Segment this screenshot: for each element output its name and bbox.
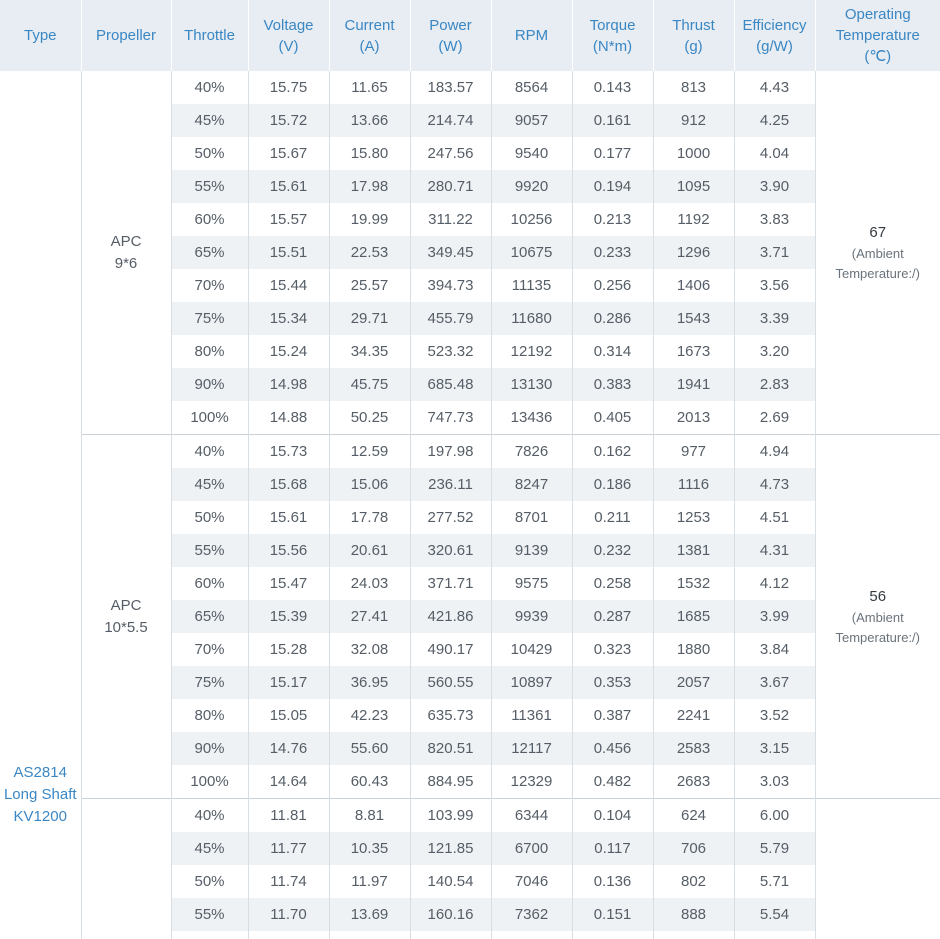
column-header-type — [0, 0, 81, 71]
cell-voltage: 11.70 — [248, 898, 329, 931]
column-header-text: (A) — [359, 37, 380, 55]
cell-rpm: 10256 — [491, 203, 572, 236]
motor-type-cell — [0, 71, 81, 939]
cell-rpm: 11680 — [491, 302, 572, 335]
cell-efficiency: 3.84 — [734, 633, 815, 666]
cell-throttle: 80% — [171, 335, 248, 368]
cell-throttle: 75% — [171, 666, 248, 699]
cell-current: 15.06 — [329, 468, 410, 501]
cell-torque: 0.211 — [572, 501, 653, 534]
cell-voltage: 15.56 — [248, 534, 329, 567]
propeller-text: 9*6 — [114, 254, 138, 272]
cell-power: 103.99 — [410, 799, 491, 833]
cell-torque: 0.194 — [572, 170, 653, 203]
cell-throttle: 45% — [171, 104, 248, 137]
cell-power: 635.73 — [410, 699, 491, 732]
column-header-voltage — [248, 0, 329, 71]
cell-voltage: 15.05 — [248, 699, 329, 732]
cell-power: 121.85 — [410, 832, 491, 865]
column-header-efficiency — [734, 0, 815, 71]
column-header-text: Power — [429, 16, 472, 34]
column-header-text: (g/W) — [756, 37, 793, 55]
cell-efficiency: 4.43 — [734, 71, 815, 104]
ambient-temperature-note: Temperature:/) — [835, 265, 921, 281]
cell-power: 236.11 — [410, 468, 491, 501]
cell-thrust: 912 — [653, 104, 734, 137]
cell-rpm: 7046 — [491, 865, 572, 898]
cell-current: 17.98 — [329, 170, 410, 203]
motor-type-text: AS2814 — [13, 764, 67, 781]
cell-rpm: 13436 — [491, 401, 572, 435]
cell-voltage: 15.51 — [248, 236, 329, 269]
cell-current: 29.71 — [329, 302, 410, 335]
table-body — [0, 71, 940, 939]
column-header-power — [410, 0, 491, 71]
operating-temperature-cell — [815, 71, 940, 435]
cell-thrust — [653, 931, 734, 939]
cell-current — [329, 931, 410, 939]
cell-efficiency: 3.39 — [734, 302, 815, 335]
cell-power: 394.73 — [410, 269, 491, 302]
cell-torque: 0.117 — [572, 832, 653, 865]
cell-efficiency: 5.79 — [734, 832, 815, 865]
cell-power: 214.74 — [410, 104, 491, 137]
cell-torque: 0.186 — [572, 468, 653, 501]
cell-efficiency: 4.51 — [734, 501, 815, 534]
cell-rpm: 12329 — [491, 765, 572, 799]
cell-voltage: 14.76 — [248, 732, 329, 765]
cell-voltage: 14.98 — [248, 368, 329, 401]
cell-thrust: 1673 — [653, 335, 734, 368]
cell-power: 349.45 — [410, 236, 491, 269]
ambient-temperature-note: Temperature:/) — [835, 629, 921, 645]
cell-power: 160.16 — [410, 898, 491, 931]
cell-rpm: 8564 — [491, 71, 572, 104]
cell-throttle: 70% — [171, 633, 248, 666]
cell-rpm: 6700 — [491, 832, 572, 865]
cell-efficiency: 4.31 — [734, 534, 815, 567]
cell-rpm: 8701 — [491, 501, 572, 534]
cell-current: 17.78 — [329, 501, 410, 534]
cell-throttle: 45% — [171, 468, 248, 501]
cell-voltage: 15.39 — [248, 600, 329, 633]
cell-throttle: 55% — [171, 898, 248, 931]
cell-thrust: 977 — [653, 435, 734, 469]
cell-torque: 0.258 — [572, 567, 653, 600]
propeller-cell — [81, 799, 171, 939]
cell-efficiency: 4.73 — [734, 468, 815, 501]
cell-voltage: 15.28 — [248, 633, 329, 666]
cell-thrust: 1532 — [653, 567, 734, 600]
cell-current: 24.03 — [329, 567, 410, 600]
cell-efficiency: 3.20 — [734, 335, 815, 368]
cell-thrust: 2683 — [653, 765, 734, 799]
cell-thrust: 1880 — [653, 633, 734, 666]
column-header-operating-temperature — [815, 0, 940, 71]
cell-thrust: 1406 — [653, 269, 734, 302]
cell-throttle: 90% — [171, 368, 248, 401]
cell-torque: 0.383 — [572, 368, 653, 401]
cell-voltage: 15.34 — [248, 302, 329, 335]
cell-torque: 0.287 — [572, 600, 653, 633]
cell-torque: 0.323 — [572, 633, 653, 666]
cell-torque: 0.405 — [572, 401, 653, 435]
cell-efficiency: 3.52 — [734, 699, 815, 732]
column-header-text: (g) — [684, 37, 703, 55]
cell-thrust: 1685 — [653, 600, 734, 633]
cell-throttle: 45% — [171, 832, 248, 865]
cell-thrust: 1941 — [653, 368, 734, 401]
column-header-text: Throttle — [184, 27, 235, 44]
cell-torque: 0.232 — [572, 534, 653, 567]
cell-voltage: 15.75 — [248, 71, 329, 104]
cell-throttle: 100% — [171, 401, 248, 435]
cell-voltage — [248, 931, 329, 939]
table-row — [0, 435, 940, 469]
cell-torque: 0.256 — [572, 269, 653, 302]
operating-temperature-cell — [815, 799, 940, 939]
cell-throttle: 65% — [171, 236, 248, 269]
cell-voltage: 15.73 — [248, 435, 329, 469]
cell-thrust: 1296 — [653, 236, 734, 269]
cell-torque: 0.456 — [572, 732, 653, 765]
cell-power: 140.54 — [410, 865, 491, 898]
cell-current: 55.60 — [329, 732, 410, 765]
table-row — [0, 71, 940, 104]
cell-torque: 0.136 — [572, 865, 653, 898]
cell-power — [410, 931, 491, 939]
cell-rpm: 9540 — [491, 137, 572, 170]
cell-current: 32.08 — [329, 633, 410, 666]
cell-current: 50.25 — [329, 401, 410, 435]
cell-current: 13.69 — [329, 898, 410, 931]
cell-rpm: 10429 — [491, 633, 572, 666]
table-header — [0, 0, 940, 71]
cell-rpm — [491, 931, 572, 939]
cell-current: 22.53 — [329, 236, 410, 269]
cell-rpm: 7826 — [491, 435, 572, 469]
cell-power: 820.51 — [410, 732, 491, 765]
cell-current: 45.75 — [329, 368, 410, 401]
cell-efficiency: 2.83 — [734, 368, 815, 401]
cell-current: 19.99 — [329, 203, 410, 236]
cell-efficiency: 3.83 — [734, 203, 815, 236]
cell-voltage: 14.64 — [248, 765, 329, 799]
cell-power: 685.48 — [410, 368, 491, 401]
cell-voltage: 15.47 — [248, 567, 329, 600]
cell-throttle: 40% — [171, 435, 248, 469]
cell-torque: 0.314 — [572, 335, 653, 368]
column-header-text: (N*m) — [592, 37, 633, 55]
cell-power: 560.55 — [410, 666, 491, 699]
cell-efficiency — [734, 931, 815, 939]
cell-voltage: 15.67 — [248, 137, 329, 170]
cell-throttle: 55% — [171, 170, 248, 203]
cell-torque: 0.482 — [572, 765, 653, 799]
table-row — [0, 799, 940, 833]
cell-throttle: 55% — [171, 534, 248, 567]
cell-power: 421.86 — [410, 600, 491, 633]
cell-thrust: 1253 — [653, 501, 734, 534]
cell-throttle: 50% — [171, 865, 248, 898]
cell-rpm: 11135 — [491, 269, 572, 302]
cell-rpm: 7362 — [491, 898, 572, 931]
cell-torque: 0.213 — [572, 203, 653, 236]
cell-throttle: 50% — [171, 501, 248, 534]
cell-voltage: 15.24 — [248, 335, 329, 368]
header-row — [0, 0, 940, 71]
temperature-value: 67 — [869, 223, 887, 241]
cell-rpm: 8247 — [491, 468, 572, 501]
cell-efficiency: 3.15 — [734, 732, 815, 765]
cell-voltage: 14.88 — [248, 401, 329, 435]
cell-rpm: 9575 — [491, 567, 572, 600]
cell-rpm: 12117 — [491, 732, 572, 765]
cell-torque: 0.233 — [572, 236, 653, 269]
cell-throttle: 90% — [171, 732, 248, 765]
cell-rpm: 9939 — [491, 600, 572, 633]
cell-throttle: 70% — [171, 269, 248, 302]
cell-thrust: 1116 — [653, 468, 734, 501]
column-header-text: (W) — [438, 37, 463, 55]
cell-rpm: 10675 — [491, 236, 572, 269]
cell-thrust: 802 — [653, 865, 734, 898]
cell-torque — [572, 931, 653, 939]
cell-power: 183.57 — [410, 71, 491, 104]
cell-thrust: 1543 — [653, 302, 734, 335]
cell-torque: 0.151 — [572, 898, 653, 931]
cell-throttle: 50% — [171, 137, 248, 170]
cell-voltage: 15.61 — [248, 501, 329, 534]
cell-throttle: 75% — [171, 302, 248, 335]
cell-thrust: 1381 — [653, 534, 734, 567]
cell-voltage: 15.44 — [248, 269, 329, 302]
cell-power: 490.17 — [410, 633, 491, 666]
cell-thrust: 1095 — [653, 170, 734, 203]
cell-current: 27.41 — [329, 600, 410, 633]
column-header-text: Current — [344, 16, 395, 34]
cell-efficiency: 3.90 — [734, 170, 815, 203]
cell-torque: 0.162 — [572, 435, 653, 469]
cell-power: 280.71 — [410, 170, 491, 203]
cell-throttle: 80% — [171, 699, 248, 732]
cell-power: 277.52 — [410, 501, 491, 534]
ambient-temperature-note: (Ambient — [851, 609, 904, 625]
cell-efficiency: 3.99 — [734, 600, 815, 633]
cell-rpm: 9139 — [491, 534, 572, 567]
cell-power: 371.71 — [410, 567, 491, 600]
propeller-cell — [81, 71, 171, 435]
cell-efficiency: 3.56 — [734, 269, 815, 302]
cell-current: 34.35 — [329, 335, 410, 368]
cell-torque: 0.286 — [572, 302, 653, 335]
cell-current: 25.57 — [329, 269, 410, 302]
cell-current: 8.81 — [329, 799, 410, 833]
cell-efficiency: 4.04 — [734, 137, 815, 170]
cell-efficiency: 3.71 — [734, 236, 815, 269]
cell-voltage: 11.77 — [248, 832, 329, 865]
column-header-text: Temperature — [835, 27, 920, 44]
propeller-cell — [81, 435, 171, 799]
cell-current: 42.23 — [329, 699, 410, 732]
cell-voltage: 15.72 — [248, 104, 329, 137]
cell-throttle: 60% — [171, 567, 248, 600]
cell-torque: 0.143 — [572, 71, 653, 104]
column-header-text: Torque — [589, 16, 636, 34]
cell-current: 13.66 — [329, 104, 410, 137]
cell-torque: 0.353 — [572, 666, 653, 699]
cell-efficiency: 4.94 — [734, 435, 815, 469]
cell-power: 747.73 — [410, 401, 491, 435]
cell-efficiency: 5.71 — [734, 865, 815, 898]
cell-thrust: 813 — [653, 71, 734, 104]
column-header-throttle — [171, 0, 248, 71]
cell-throttle: 40% — [171, 71, 248, 104]
cell-thrust: 1192 — [653, 203, 734, 236]
cell-throttle: 100% — [171, 765, 248, 799]
cell-rpm: 11361 — [491, 699, 572, 732]
propeller-text: 10*5.5 — [104, 618, 148, 636]
column-header-text: RPM — [514, 27, 549, 44]
cell-power: 523.32 — [410, 335, 491, 368]
cell-voltage: 11.74 — [248, 865, 329, 898]
cell-current: 11.97 — [329, 865, 410, 898]
operating-temperature-cell — [815, 435, 940, 799]
motor-type-text: KV1200 — [13, 808, 67, 825]
cell-rpm: 9057 — [491, 104, 572, 137]
cell-voltage: 15.61 — [248, 170, 329, 203]
cell-voltage: 15.17 — [248, 666, 329, 699]
cell-thrust: 2013 — [653, 401, 734, 435]
cell-torque: 0.177 — [572, 137, 653, 170]
column-header-current — [329, 0, 410, 71]
column-header-text: (℃) — [864, 48, 892, 65]
cell-torque: 0.104 — [572, 799, 653, 833]
cell-current: 20.61 — [329, 534, 410, 567]
cell-thrust: 1000 — [653, 137, 734, 170]
cell-thrust: 2057 — [653, 666, 734, 699]
column-header-rpm — [491, 0, 572, 71]
cell-power: 197.98 — [410, 435, 491, 469]
column-header-text: Propeller — [95, 27, 157, 44]
column-header-text: (V) — [278, 37, 299, 55]
cell-current: 60.43 — [329, 765, 410, 799]
cell-thrust: 2583 — [653, 732, 734, 765]
cell-efficiency: 6.00 — [734, 799, 815, 833]
motor-type-text: Long Shaft — [3, 786, 77, 803]
cell-rpm: 9920 — [491, 170, 572, 203]
cell-throttle — [171, 931, 248, 939]
cell-efficiency: 5.54 — [734, 898, 815, 931]
cell-rpm: 12192 — [491, 335, 572, 368]
cell-current: 10.35 — [329, 832, 410, 865]
ambient-temperature-note: (Ambient — [851, 245, 904, 261]
cell-throttle: 65% — [171, 600, 248, 633]
cell-rpm: 6344 — [491, 799, 572, 833]
column-header-text: Operating — [844, 6, 911, 23]
cell-current: 12.59 — [329, 435, 410, 469]
cell-current: 15.80 — [329, 137, 410, 170]
column-header-thrust — [653, 0, 734, 71]
cell-thrust: 888 — [653, 898, 734, 931]
cell-current: 11.65 — [329, 71, 410, 104]
propeller-text: APC — [110, 232, 142, 250]
cell-throttle: 60% — [171, 203, 248, 236]
cell-efficiency: 4.12 — [734, 567, 815, 600]
cell-voltage: 15.57 — [248, 203, 329, 236]
cell-thrust: 624 — [653, 799, 734, 833]
column-header-text: Voltage — [263, 16, 314, 34]
cell-voltage: 15.68 — [248, 468, 329, 501]
cell-voltage: 11.81 — [248, 799, 329, 833]
cell-efficiency: 3.03 — [734, 765, 815, 799]
column-header-text: Thrust — [672, 16, 715, 34]
cell-thrust: 706 — [653, 832, 734, 865]
cell-power: 320.61 — [410, 534, 491, 567]
cell-power: 311.22 — [410, 203, 491, 236]
cell-power: 884.95 — [410, 765, 491, 799]
column-header-text: Type — [23, 27, 57, 44]
cell-thrust: 2241 — [653, 699, 734, 732]
cell-torque: 0.161 — [572, 104, 653, 137]
cell-efficiency: 4.25 — [734, 104, 815, 137]
cell-current: 36.95 — [329, 666, 410, 699]
propeller-text: APC — [110, 596, 142, 614]
cell-rpm: 10897 — [491, 666, 572, 699]
cell-torque: 0.387 — [572, 699, 653, 732]
cell-efficiency: 2.69 — [734, 401, 815, 435]
column-header-text: Efficiency — [742, 16, 807, 34]
cell-power: 247.56 — [410, 137, 491, 170]
cell-efficiency: 3.67 — [734, 666, 815, 699]
cell-rpm: 13130 — [491, 368, 572, 401]
cell-power: 455.79 — [410, 302, 491, 335]
column-header-propeller — [81, 0, 171, 71]
column-header-torque — [572, 0, 653, 71]
temperature-value: 56 — [869, 587, 887, 605]
cell-throttle: 40% — [171, 799, 248, 833]
